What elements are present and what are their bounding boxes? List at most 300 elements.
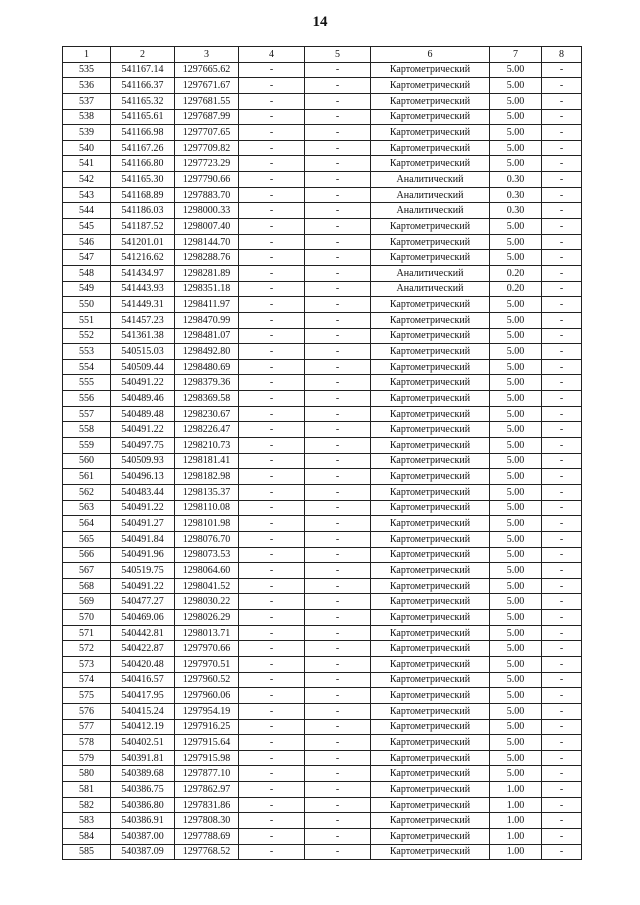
table-cell: 5.00 — [490, 516, 542, 532]
table-cell: Картометрический — [371, 719, 490, 735]
table-cell: - — [239, 344, 305, 360]
table-cell: - — [305, 344, 371, 360]
table-cell: - — [542, 438, 582, 454]
table-cell: 557 — [63, 406, 111, 422]
table-row — [63, 265, 582, 281]
table-cell: 541216.62 — [111, 250, 175, 266]
table-cell: 540483.44 — [111, 484, 175, 500]
table-cell: - — [239, 297, 305, 313]
table-cell: - — [239, 766, 305, 782]
table-cell: - — [542, 250, 582, 266]
table-cell: - — [305, 422, 371, 438]
table-row — [63, 703, 582, 719]
table-row — [63, 829, 582, 845]
table-cell: 540491.22 — [111, 422, 175, 438]
table-cell: 1297970.66 — [175, 641, 239, 657]
table-cell: - — [239, 500, 305, 516]
table-cell: Картометрический — [371, 782, 490, 798]
table-row — [63, 610, 582, 626]
table-cell: 561 — [63, 469, 111, 485]
table-cell: 541187.52 — [111, 219, 175, 235]
table-cell: 541166.80 — [111, 156, 175, 172]
column-header: 5 — [305, 47, 371, 63]
table-cell: - — [542, 829, 582, 845]
table-cell: Картометрический — [371, 641, 490, 657]
table-row — [63, 78, 582, 94]
table-row — [63, 203, 582, 219]
table-cell: - — [239, 187, 305, 203]
table-cell: 5.00 — [490, 406, 542, 422]
table-cell: - — [305, 656, 371, 672]
table-cell: 541201.01 — [111, 234, 175, 250]
table-cell: 559 — [63, 438, 111, 454]
table-cell: - — [542, 234, 582, 250]
table-cell: - — [239, 391, 305, 407]
table-cell: 540469.06 — [111, 610, 175, 626]
table-cell: - — [305, 297, 371, 313]
table-cell: - — [542, 156, 582, 172]
table-cell: Картометрический — [371, 250, 490, 266]
table-cell: - — [239, 469, 305, 485]
table-cell: 1298182.98 — [175, 469, 239, 485]
table-cell: 540422.87 — [111, 641, 175, 657]
table-row — [63, 297, 582, 313]
table-cell: Аналитический — [371, 172, 490, 188]
table-cell: 5.00 — [490, 531, 542, 547]
table-cell: 1297681.55 — [175, 93, 239, 109]
table-cell: 541165.32 — [111, 93, 175, 109]
table-cell: - — [305, 172, 371, 188]
table-cell: - — [542, 750, 582, 766]
table-row — [63, 782, 582, 798]
table-row — [63, 375, 582, 391]
table-cell: 0.30 — [490, 187, 542, 203]
table-cell: 5.00 — [490, 109, 542, 125]
table-row — [63, 140, 582, 156]
table-cell: - — [239, 281, 305, 297]
table-cell: - — [542, 109, 582, 125]
table-cell: Картометрический — [371, 547, 490, 563]
table-cell: 1297960.52 — [175, 672, 239, 688]
table-cell: 5.00 — [490, 359, 542, 375]
table-cell: 540417.95 — [111, 688, 175, 704]
table-cell: 5.00 — [490, 422, 542, 438]
table-cell: - — [239, 625, 305, 641]
table-cell: - — [239, 219, 305, 235]
page-number: 14 — [312, 14, 328, 30]
table-cell: 575 — [63, 688, 111, 704]
table-row — [63, 547, 582, 563]
column-header: 2 — [111, 47, 175, 63]
table-cell: - — [239, 93, 305, 109]
table-cell: 1298181.41 — [175, 453, 239, 469]
table-cell: - — [305, 78, 371, 94]
table-cell: Картометрический — [371, 422, 490, 438]
table-cell: 5.00 — [490, 625, 542, 641]
table-cell: 1297687.99 — [175, 109, 239, 125]
table-cell: - — [305, 62, 371, 78]
table-cell: Картометрический — [371, 219, 490, 235]
table-cell: - — [305, 328, 371, 344]
table-cell: - — [239, 156, 305, 172]
table-cell: - — [542, 312, 582, 328]
table-cell: 540491.22 — [111, 375, 175, 391]
table-cell: 583 — [63, 813, 111, 829]
table-cell: 5.00 — [490, 438, 542, 454]
column-header: 8 — [542, 47, 582, 63]
table-cell: - — [542, 187, 582, 203]
table-cell: 1297723.29 — [175, 156, 239, 172]
table-cell: - — [305, 234, 371, 250]
table-cell: 1298076.70 — [175, 531, 239, 547]
table-cell: 1298007.40 — [175, 219, 239, 235]
table-cell: Картометрический — [371, 563, 490, 579]
table-cell: 5.00 — [490, 93, 542, 109]
table-cell: 550 — [63, 297, 111, 313]
table-cell: - — [305, 500, 371, 516]
table-row — [63, 234, 582, 250]
table-cell: - — [305, 672, 371, 688]
table-cell: - — [305, 219, 371, 235]
table-cell: Картометрический — [371, 625, 490, 641]
table-cell: 1297915.64 — [175, 735, 239, 751]
table-row — [63, 453, 582, 469]
table-cell: 540442.81 — [111, 625, 175, 641]
table-cell: - — [305, 453, 371, 469]
table-cell: 540387.09 — [111, 844, 175, 860]
table-cell: 1298101.98 — [175, 516, 239, 532]
table-cell: - — [542, 78, 582, 94]
table-cell: 1298226.47 — [175, 422, 239, 438]
table-cell: 5.00 — [490, 469, 542, 485]
table-row — [63, 109, 582, 125]
table-cell: 577 — [63, 719, 111, 735]
table-cell: 564 — [63, 516, 111, 532]
table-row — [63, 531, 582, 547]
table-row — [63, 797, 582, 813]
table-cell: 541 — [63, 156, 111, 172]
table-cell: 1298481.07 — [175, 328, 239, 344]
table-cell: 565 — [63, 531, 111, 547]
table-cell: - — [305, 797, 371, 813]
table-cell: - — [305, 703, 371, 719]
table-cell: 540519.75 — [111, 563, 175, 579]
table-cell: Картометрический — [371, 344, 490, 360]
table-row — [63, 656, 582, 672]
table-cell: 1.00 — [490, 797, 542, 813]
table-cell: Картометрический — [371, 359, 490, 375]
table-cell: - — [239, 62, 305, 78]
table-cell: Картометрический — [371, 62, 490, 78]
table-cell: 572 — [63, 641, 111, 657]
table-cell: Картометрический — [371, 328, 490, 344]
table-cell: - — [239, 172, 305, 188]
table-cell: - — [542, 516, 582, 532]
table-cell: - — [542, 547, 582, 563]
table-cell: - — [542, 93, 582, 109]
table-cell: 1298210.73 — [175, 438, 239, 454]
table-cell: 1298144.70 — [175, 234, 239, 250]
table-cell: Картометрический — [371, 234, 490, 250]
table-row — [63, 688, 582, 704]
table-cell: - — [542, 484, 582, 500]
table-cell: - — [542, 359, 582, 375]
table-cell: - — [305, 563, 371, 579]
table-cell: - — [239, 484, 305, 500]
table-cell: - — [542, 265, 582, 281]
table-cell: - — [542, 344, 582, 360]
table-cell: 5.00 — [490, 641, 542, 657]
table-cell: - — [305, 156, 371, 172]
table-cell: - — [305, 578, 371, 594]
table-cell: - — [542, 641, 582, 657]
table-cell: 554 — [63, 359, 111, 375]
table-cell: - — [305, 688, 371, 704]
table-cell: - — [542, 782, 582, 798]
table-body — [63, 62, 582, 860]
table-row — [63, 500, 582, 516]
table-cell: 540391.81 — [111, 750, 175, 766]
table-cell: - — [239, 438, 305, 454]
table-cell: 553 — [63, 344, 111, 360]
table-cell: 584 — [63, 829, 111, 845]
table-cell: 560 — [63, 453, 111, 469]
table-row — [63, 594, 582, 610]
table-cell: - — [305, 359, 371, 375]
table-row — [63, 813, 582, 829]
table-cell: 558 — [63, 422, 111, 438]
table-cell: Картометрический — [371, 297, 490, 313]
table-cell: - — [239, 531, 305, 547]
table-cell: 573 — [63, 656, 111, 672]
table-cell: 5.00 — [490, 766, 542, 782]
table-header-row — [63, 47, 582, 63]
table-row — [63, 172, 582, 188]
table-cell: 541443.93 — [111, 281, 175, 297]
table-cell: Картометрический — [371, 750, 490, 766]
table-cell: 1298351.18 — [175, 281, 239, 297]
table-cell: 580 — [63, 766, 111, 782]
table-cell: - — [542, 563, 582, 579]
table-cell: - — [239, 735, 305, 751]
table-cell: Картометрический — [371, 594, 490, 610]
table-cell: 5.00 — [490, 750, 542, 766]
table-cell: - — [239, 265, 305, 281]
table-cell: 1298470.99 — [175, 312, 239, 328]
table-cell: - — [305, 187, 371, 203]
table-cell: Картометрический — [371, 610, 490, 626]
table-row — [63, 766, 582, 782]
table-cell: 5.00 — [490, 297, 542, 313]
table-cell: 540491.22 — [111, 500, 175, 516]
table-cell: 5.00 — [490, 547, 542, 563]
table-cell: - — [305, 281, 371, 297]
table-cell: 579 — [63, 750, 111, 766]
table-cell: 1298110.08 — [175, 500, 239, 516]
table-cell: - — [239, 641, 305, 657]
table-cell: 0.20 — [490, 281, 542, 297]
table-cell: - — [239, 844, 305, 860]
table-cell: - — [305, 547, 371, 563]
table-cell: - — [239, 656, 305, 672]
table-cell: 5.00 — [490, 500, 542, 516]
table-cell: 540491.96 — [111, 547, 175, 563]
table-cell: 540420.48 — [111, 656, 175, 672]
table-row — [63, 516, 582, 532]
table-cell: 5.00 — [490, 656, 542, 672]
table-cell: - — [239, 782, 305, 798]
table-cell: 541167.14 — [111, 62, 175, 78]
table-cell: 541168.89 — [111, 187, 175, 203]
table-cell: 5.00 — [490, 78, 542, 94]
table-cell: - — [542, 813, 582, 829]
table-cell: 1297788.69 — [175, 829, 239, 845]
table-row — [63, 391, 582, 407]
table-cell: - — [305, 594, 371, 610]
table-cell: - — [542, 375, 582, 391]
table-cell: Картометрический — [371, 484, 490, 500]
table-cell: 549 — [63, 281, 111, 297]
table-cell: - — [239, 672, 305, 688]
table-cell: 1298030.22 — [175, 594, 239, 610]
table-cell: 543 — [63, 187, 111, 203]
table-cell: 5.00 — [490, 688, 542, 704]
table-cell: Картометрический — [371, 688, 490, 704]
table-cell: 540515.03 — [111, 344, 175, 360]
table-cell: 1298064.60 — [175, 563, 239, 579]
table-cell: - — [305, 625, 371, 641]
table-cell: 536 — [63, 78, 111, 94]
table-cell: Картометрический — [371, 500, 490, 516]
table-cell: - — [542, 469, 582, 485]
table-cell: 540387.00 — [111, 829, 175, 845]
table-cell: - — [305, 375, 371, 391]
table-cell: 555 — [63, 375, 111, 391]
table-row — [63, 672, 582, 688]
table-row — [63, 281, 582, 297]
table-row — [63, 93, 582, 109]
table-cell: - — [542, 766, 582, 782]
table-cell: 5.00 — [490, 140, 542, 156]
table-cell: Картометрический — [371, 375, 490, 391]
table-cell: 540386.75 — [111, 782, 175, 798]
table-row — [63, 219, 582, 235]
table-cell: 1297808.30 — [175, 813, 239, 829]
table-cell: 552 — [63, 328, 111, 344]
table-row — [63, 62, 582, 78]
table-cell: Картометрический — [371, 766, 490, 782]
table-cell: - — [305, 265, 371, 281]
table-cell: - — [542, 531, 582, 547]
table-cell: - — [542, 297, 582, 313]
table-cell: 541434.97 — [111, 265, 175, 281]
table-cell: 1298379.36 — [175, 375, 239, 391]
table-cell: - — [239, 813, 305, 829]
table-cell: 1298492.80 — [175, 344, 239, 360]
table-cell: - — [305, 641, 371, 657]
table-cell: 5.00 — [490, 125, 542, 141]
table-cell: 1297671.67 — [175, 78, 239, 94]
table-row — [63, 844, 582, 860]
table-cell: - — [239, 563, 305, 579]
table-row — [63, 156, 582, 172]
table-cell: 1297831.86 — [175, 797, 239, 813]
table-cell: 571 — [63, 625, 111, 641]
table-cell: - — [542, 391, 582, 407]
table-cell: 1298073.53 — [175, 547, 239, 563]
table-cell: - — [239, 688, 305, 704]
table-cell: - — [305, 203, 371, 219]
table-cell: 540491.27 — [111, 516, 175, 532]
table-cell: Картометрический — [371, 312, 490, 328]
table-row — [63, 578, 582, 594]
table-cell: 1297883.70 — [175, 187, 239, 203]
table-cell: - — [542, 500, 582, 516]
table-cell: - — [239, 125, 305, 141]
table-cell: 5.00 — [490, 735, 542, 751]
table-cell: 1298288.76 — [175, 250, 239, 266]
table-cell: 5.00 — [490, 156, 542, 172]
table-cell: - — [542, 281, 582, 297]
table-cell: Картометрический — [371, 516, 490, 532]
table-cell: 535 — [63, 62, 111, 78]
table-cell: - — [305, 782, 371, 798]
table-cell: 562 — [63, 484, 111, 500]
table-row — [63, 438, 582, 454]
table-cell: - — [542, 797, 582, 813]
table-cell: 539 — [63, 125, 111, 141]
table-cell: 1298369.58 — [175, 391, 239, 407]
column-header: 4 — [239, 47, 305, 63]
table-cell: - — [239, 703, 305, 719]
table-cell: 540491.22 — [111, 578, 175, 594]
table-row — [63, 328, 582, 344]
table-cell: 556 — [63, 391, 111, 407]
table-cell: - — [305, 766, 371, 782]
table-cell: 5.00 — [490, 250, 542, 266]
table-cell: - — [305, 438, 371, 454]
table-cell: - — [239, 719, 305, 735]
table-cell: 548 — [63, 265, 111, 281]
table-cell: 544 — [63, 203, 111, 219]
table-row — [63, 469, 582, 485]
table-cell: - — [305, 735, 371, 751]
table-cell: 540509.44 — [111, 359, 175, 375]
table-cell: 538 — [63, 109, 111, 125]
table-cell: Картометрический — [371, 469, 490, 485]
table-cell: 5.00 — [490, 312, 542, 328]
table-cell: 542 — [63, 172, 111, 188]
table-cell: - — [305, 829, 371, 845]
table-cell: 5.00 — [490, 375, 542, 391]
table-cell: 576 — [63, 703, 111, 719]
table-cell: Картометрический — [371, 703, 490, 719]
table-cell: 540386.80 — [111, 797, 175, 813]
table-cell: 540496.13 — [111, 469, 175, 485]
table-cell: Картометрический — [371, 797, 490, 813]
table-cell: 585 — [63, 844, 111, 860]
table-cell: - — [542, 735, 582, 751]
table-cell: 1298230.67 — [175, 406, 239, 422]
table-cell: - — [305, 719, 371, 735]
table-cell: - — [542, 422, 582, 438]
table-cell: 1297709.82 — [175, 140, 239, 156]
table-cell: Аналитический — [371, 187, 490, 203]
table-cell: - — [542, 140, 582, 156]
table-cell: - — [542, 703, 582, 719]
column-header: 7 — [490, 47, 542, 63]
table-cell: 5.00 — [490, 62, 542, 78]
